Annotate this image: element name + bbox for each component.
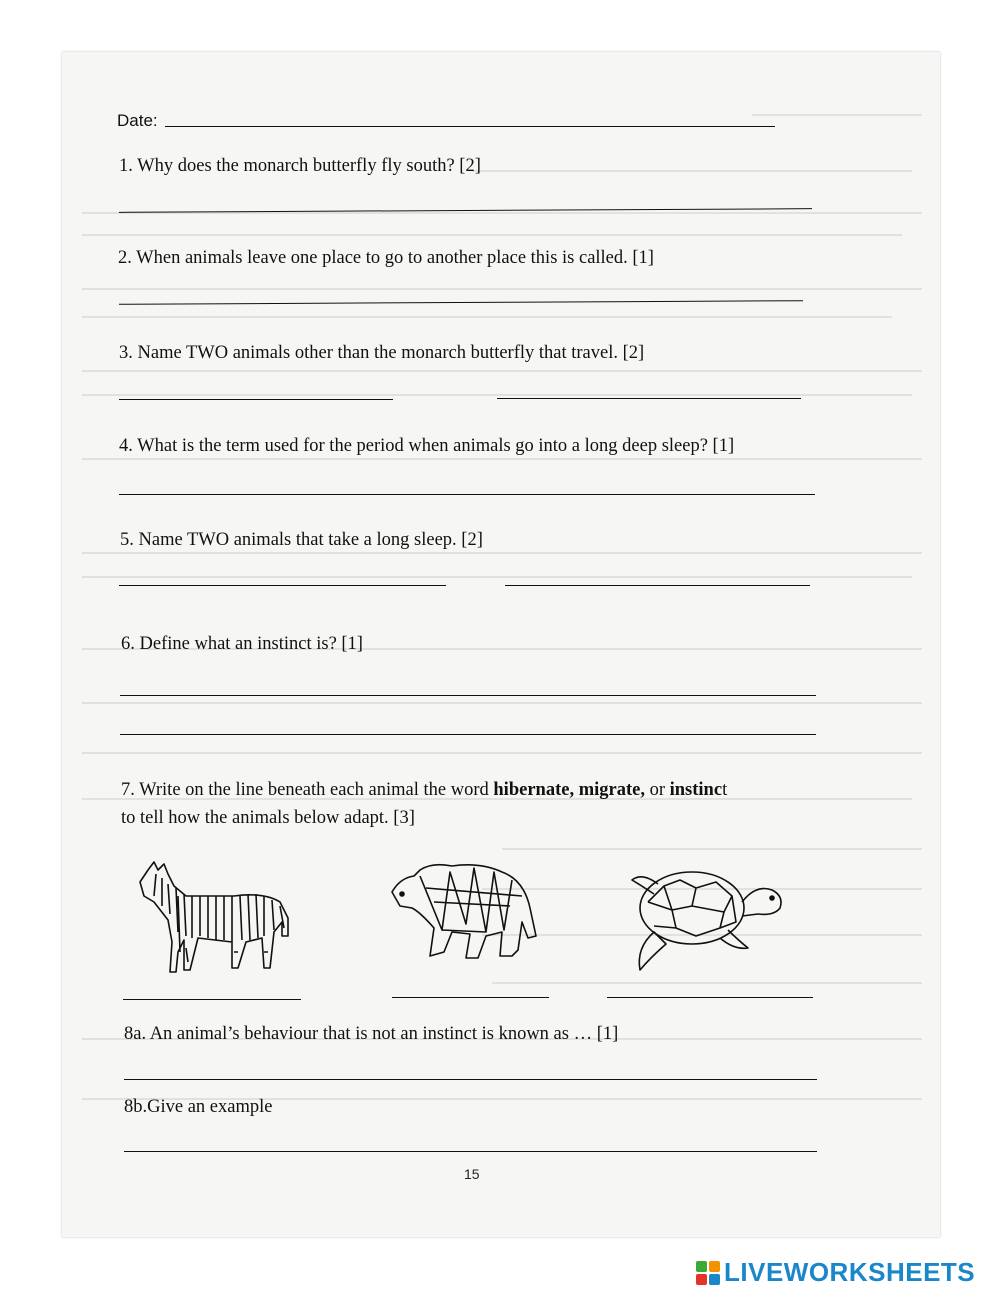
date-label: Date: [117,111,158,130]
turtle-answer-line[interactable] [607,997,813,998]
q5-answer-line-1[interactable] [119,585,446,586]
page-number: 15 [464,1166,480,1182]
brand-name: LIVEWORKSHEETS [724,1257,976,1287]
q8b-answer-line[interactable] [124,1151,817,1152]
question-6: 6. Define what an instinct is? [1] [121,634,363,654]
liveworksheets-logo-icon [696,1261,720,1285]
question-7-line-2: to tell how the animals below adapt. [3] [121,808,415,828]
polar-bear-answer-line[interactable] [392,997,549,998]
polar-bear-icon [390,852,540,962]
question-2: 2. When animals leave one place to go to another place this is called. [1] [118,248,654,268]
liveworksheets-branding [696,1257,975,1288]
question-1: 1. Why does the monarch butterfly fly south? [2] [119,156,481,176]
q5-answer-line-2[interactable] [505,585,810,586]
q3-answer-line-1[interactable] [119,399,393,400]
q4-answer-line[interactable] [119,494,815,495]
date-answer-line[interactable] [165,126,775,127]
question-3: 3. Name TWO animals other than the monarch butterfly that travel. [2] [119,343,645,363]
q8a-answer-line[interactable] [124,1079,817,1080]
q6-answer-line-2[interactable] [120,734,816,735]
zebra-answer-line[interactable] [123,999,301,1000]
question-7-line-1: 7. Write on the line beneath each animal the word hibernate, migrate, or instinct [121,780,728,800]
q6-answer-line-1[interactable] [120,695,816,696]
q3-answer-line-2[interactable] [497,398,801,399]
question-4: 4. What is the term used for the period when animals go into a long deep sleep? [1] [119,436,735,456]
sea-turtle-icon [624,866,788,986]
zebra-icon [134,856,294,976]
question-5: 5. Name TWO animals that take a long sleep. [2] [120,530,483,550]
question-8b: 8b.Give an example [124,1097,273,1117]
question-8a: 8a. An animal’s behaviour that is not an instinct is known as … [1] [124,1024,619,1044]
